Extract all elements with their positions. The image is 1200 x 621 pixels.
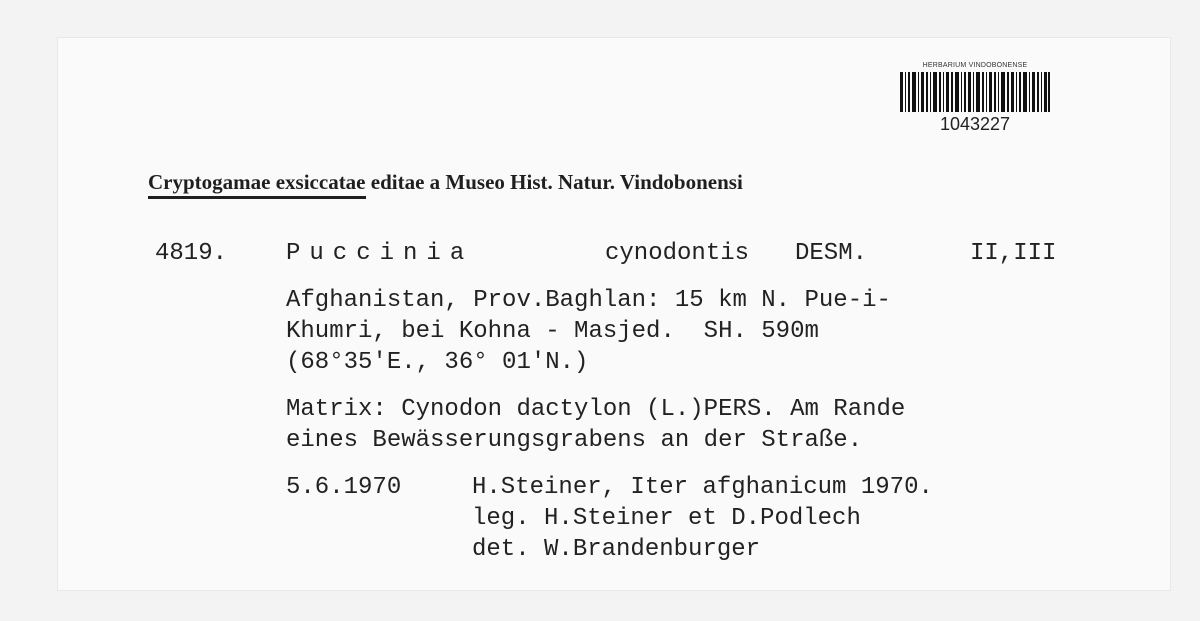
genus-name: Puccinia <box>286 240 474 267</box>
collector-line: H.Steiner, Iter afghanicum 1970. <box>472 474 933 501</box>
barcode-block <box>894 62 1056 136</box>
locality-line: Afghanistan, Prov.Baghlan: 15 km N. Pue-i- <box>286 287 891 314</box>
matrix-line: eines Bewässerungsgrabens an der Straße. <box>286 427 863 454</box>
barcode-header: HERBARIUM VINDOBONENSE <box>922 62 1028 69</box>
publisher-text: editae a Museo Hist. Natur. Vindobonensi <box>365 170 743 194</box>
spore-stages: II,III <box>970 240 1057 267</box>
exsiccata-number: 4819. <box>155 240 228 267</box>
determiner-line: det. W.Brandenburger <box>472 536 761 563</box>
species-author: DESM. <box>795 240 868 267</box>
collection-date: 5.6.1970 <box>286 474 402 501</box>
species-epithet: cynodontis <box>605 240 750 267</box>
collector-line: leg. H.Steiner et D.Podlech <box>472 505 861 532</box>
matrix-line: Matrix: Cynodon dactylon (L.)PERS. Am Rande <box>286 396 906 423</box>
barcode-number: 1043227 <box>939 114 1011 134</box>
locality-line: Khumri, bei Kohna - Masjed. SH. 590m <box>286 318 819 345</box>
coordinates-line: (68°35'E., 36° 01'N.) <box>286 349 589 376</box>
barcode-icon <box>900 72 1050 112</box>
series-title: Cryptogamae exsiccatae <box>148 170 366 199</box>
series-header <box>148 170 743 195</box>
